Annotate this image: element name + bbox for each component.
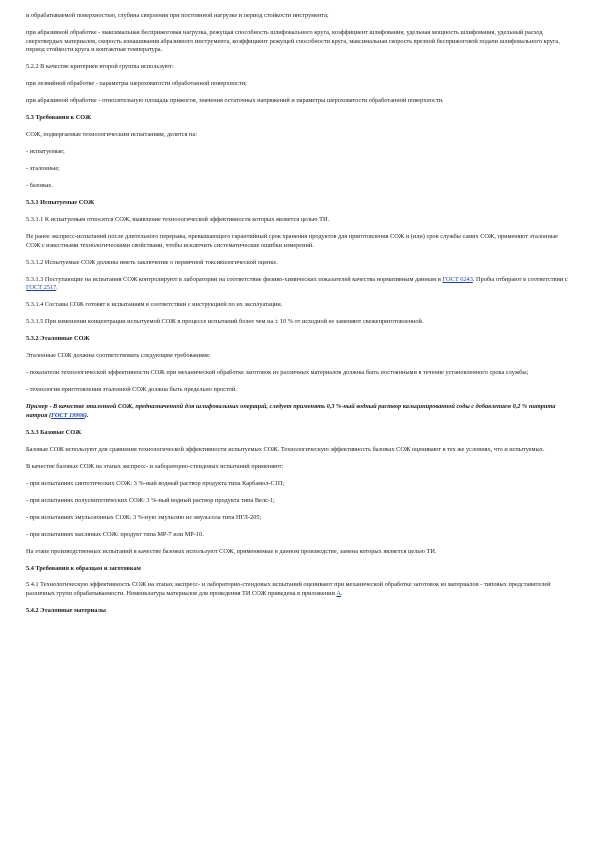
document-page — [26, 12, 571, 624]
paragraph: 5.3.1.4 Составы СОЖ готовят к испытаниям в соответствии с инструкцией по их эксплуатации. — [26, 301, 283, 309]
paragraph-text: 5.3.1.3 Поступающие на испытания СОЖ контролируют в лаборатории на соответствие физико-химических показателей качества нормативным данным и — [26, 275, 443, 283]
section-heading: 5.4.2 Эталонные материалы — [26, 607, 106, 615]
appendix-a-link[interactable]: А — [336, 590, 341, 598]
list-item: - при испытаниях синтетических СОЖ: 3 %-ный водный раствор продукта типа Карбамол-С1П; — [26, 479, 285, 487]
gost-19906-link[interactable]: ГОСТ 19906 — [51, 411, 85, 419]
section-heading: 5.3.2 Эталонные СОЖ — [26, 335, 90, 343]
gost-2517-link[interactable]: ГОСТ 2517 — [26, 284, 57, 292]
section-heading: 5.3.1 Испытуемые СОЖ — [26, 199, 95, 207]
paragraph: На этапе производственных испытаний в качестве базовых используют СОЖ, применяемые в данном производстве, замена которых является целью ТИ. — [26, 547, 437, 555]
paragraph: при лезвийной обработке - параметры шероховатости обработанной поверхности; — [26, 80, 247, 88]
section-heading: 5.3 Требования к СОЖ — [26, 114, 92, 122]
paragraph: и обрабатываемой поверхностью, глубина сверления при постоянной нагрузке и период стойкости инструмента; — [26, 12, 329, 19]
list-item: - при испытаниях эмульсионных СОЖ: 3 %-ную эмульсию из эмульсола типа НГЛ-205; — [26, 513, 262, 521]
list-item: - испытуемые; — [26, 148, 65, 156]
paragraph: 5.3.1.2 Испытуемые СОЖ должны иметь заключение о первичной токсикологической оценке. — [26, 258, 278, 266]
paragraph: 5.2.2 В качестве критериев второй группы используют: — [26, 63, 174, 71]
list-item: - при испытаниях масляных СОЖ: продукт типа МР-7 или МР-10. — [26, 530, 204, 538]
paragraph-text: . Пробы отбирают в соответствии с — [472, 275, 568, 283]
paragraph — [26, 581, 571, 598]
paragraph-text: . — [56, 284, 58, 292]
paragraph: СОЖ, подвергаемые технологическим испытаниям, делятся на: — [26, 131, 197, 139]
paragraph-text: Пример - В качестве эталонной СОЖ, предназначенной для шлифовальных операций, следует применять 0,3 %-ный водный раствор кальцинированной соды с добавлением 0,2 % нитрита натрия ( — [26, 403, 556, 419]
paragraph-text: . — [340, 590, 343, 598]
paragraph: при абразивной обработке - относительную площадь прижогов, значения остаточных напряжений и параметры шероховатости обработанной поверхности. — [26, 97, 444, 105]
paragraph: 5.3.1.1 К испытуемым относятся СОЖ, выявление технологической эффективности которых является целью ТИ. — [26, 216, 330, 224]
paragraph: при абразивной обработке - максимальная бесприжоговая нагрузка, режущая способность шлифовального круга, коэффициент шлифования, удельная мощность шлифования, удельный расход сверхтвердых материалов, скорость изнашивания абразивного инструмента, коэффициент режущей способности круга, максимальная скорость врезной бесприжоговой подачи шлифовального круга, период стойкости круга и контактная температура. — [26, 28, 560, 54]
list-item: - технология приготовления эталонной СОЖ должна быть предельно простой. — [26, 386, 237, 394]
section-heading: 5.3.3 Базовые СОЖ — [26, 428, 82, 436]
paragraph-text: 5.4.1 Технологическую эффективность СОЖ на этапах экспресс- и лабораторно-стендовых испытаний оценивают при механической обработке заготовок из материалов - типовых представителей различных групп обрабатываемости. Номенклатура материалов для проведения ТИ СОЖ приведена в приложении — [26, 581, 551, 598]
list-item: - эталонные; — [26, 165, 60, 173]
paragraph: Не ранее экспресс-испытаний после длительного перерыва, превышающего гарантийный срок хранения продуктов для приготовления СОЖ и (или) срок службы самих СОЖ, применяют эталонные СОЖ с известными технологическими свойствами, чтобы исключить систематические ошибки измерений. — [26, 233, 558, 249]
paragraph — [26, 276, 571, 293]
list-item: - показатели технологической эффективности СОЖ при механической обработке заготовок из различных материалов должны быть постоянными в течение установленного срока службы; — [26, 369, 529, 377]
paragraph-text: ). — [84, 411, 89, 419]
paragraph: Базовые СОЖ используют для сравнения технологической эффективности испытуемых СОЖ. Технологическую эффективность базовых СОЖ оценивают в тех же условиях, что и испытуемых. — [26, 445, 545, 453]
example-paragraph — [26, 403, 571, 420]
section-heading: 5.4 Требования к образцам и заготовкам — [26, 564, 141, 572]
paragraph: Эталонные СОЖ должны соответствовать следующим требованиям: — [26, 352, 211, 360]
paragraph: 5.3.1.5 При изменении концентрации испытуемой СОЖ в процессе испытаний более чем на ± 10 % от исходной ее заменяют свежеприготовленной. — [26, 318, 424, 326]
paragraph: В качестве базовых СОЖ на этапах экспресс- и лабораторно-стендовых испытаний применяют: — [26, 462, 284, 470]
list-item: - базовые. — [26, 182, 53, 190]
list-item: - при испытаниях полусинтетических СОЖ: 3 %-ный водный раствор продукта типа Велс-1; — [26, 496, 275, 504]
gost-6243-link[interactable]: ГОСТ 6243 — [442, 275, 473, 283]
